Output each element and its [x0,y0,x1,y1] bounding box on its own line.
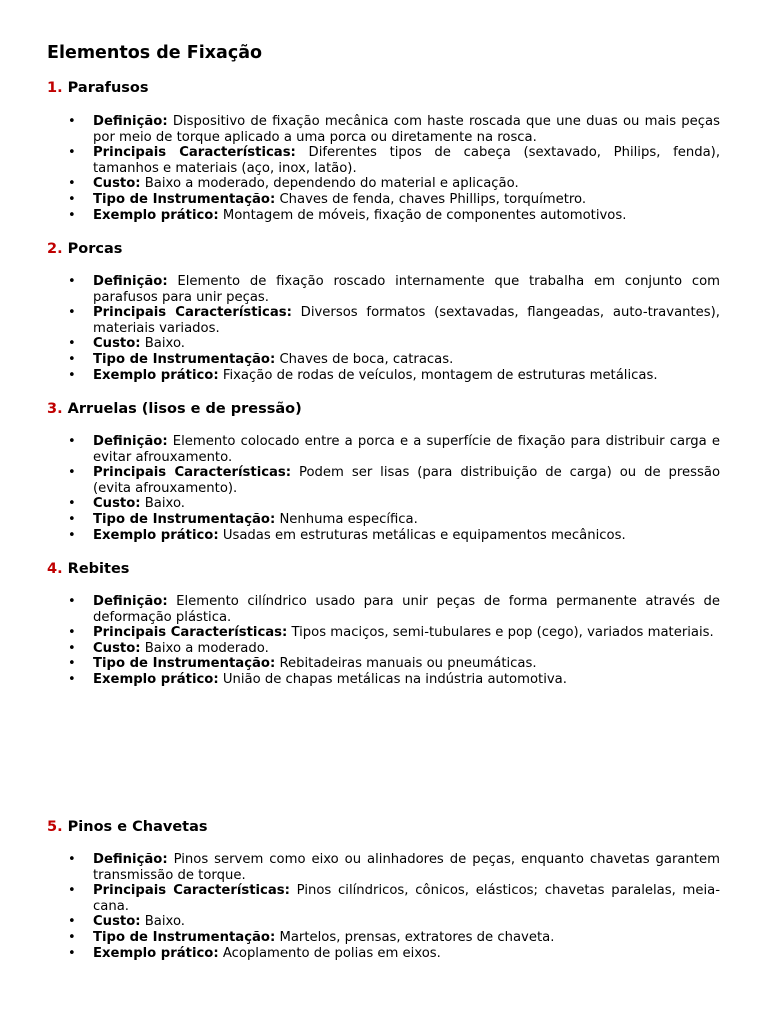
section-title: Pinos e Chavetas [67,819,208,835]
list-item [68,656,720,672]
list-item [68,640,720,657]
list-item [68,625,720,641]
list-item [68,527,720,544]
item-label: Definição: [93,434,168,449]
item-text: Tipos maciços, semi-tubulares e pop (cego), variados materiais. [287,625,714,641]
list-item [68,336,720,352]
item-label: Exemplo prático: [93,671,219,687]
bullet-icon: • [68,274,76,289]
section-title: Rebites [67,561,130,577]
item-text: Baixo a moderado, dependendo do material e aplicação. [140,176,519,192]
bullet-icon: • [68,671,76,687]
item-text: Elemento colocado entre a porca e a superfície de fixação para distribuir carga e evitar afrouxamento. [93,434,720,465]
bullet-icon: • [68,176,76,192]
item-label: Principais Características: [93,465,292,481]
section-title: Porcas [67,241,123,257]
section-list-rebites [68,594,720,688]
item-label: Definição: [93,274,168,289]
section-heading-parafusos [47,79,148,97]
section-number: 2. [47,241,63,257]
bullet-icon: • [68,336,76,352]
section-number: 5. [47,819,63,835]
section-number: 4. [47,561,63,577]
section-heading-rebites [47,560,129,578]
list-item [68,594,720,625]
item-label: Custo: [93,336,141,352]
bullet-icon: • [68,465,76,481]
section-title: Parafusos [67,80,149,96]
item-text: Elemento cilíndrico usado para unir peças de forma permanente através de deformação plástica. [93,594,720,625]
list-item [68,945,720,962]
item-label: Custo: [93,496,141,512]
item-text: Pinos cilíndricos, cônicos, elásticos; chavetas paralelas, meia-cana. [93,883,721,914]
list-item [68,671,720,688]
section-heading-arruelas [47,400,302,418]
item-text: Baixo. [140,496,185,512]
list-item [68,852,720,883]
item-text: Podem ser lisas (para distribuição de carga) ou de pressão (evita afrouxamento). [93,465,721,496]
item-label: Tipo de Instrumentação: [93,351,276,367]
bullet-icon: • [68,207,76,223]
bullet-icon: • [68,145,76,161]
bullet-icon: • [68,625,76,641]
bullet-icon: • [68,594,76,609]
bullet-icon: • [68,852,76,867]
list-item [68,176,720,192]
item-text: Acoplamento de polias em eixos. [218,945,441,961]
document-title: Elementos de Fixação [47,43,263,63]
item-text: Usadas em estruturas metálicas e equipamentos mecânicos. [218,527,626,543]
list-item [68,929,720,946]
bullet-icon: • [68,640,76,656]
item-label: Principais Características: [93,305,292,321]
bullet-icon: • [68,351,76,367]
list-item [68,351,720,368]
item-label: Tipo de Instrumentação: [93,929,276,945]
item-label: Custo: [93,176,141,192]
section-number: 1. [47,80,63,96]
section-list-arruelas [68,434,721,543]
item-label: Exemplo prático: [93,945,219,961]
item-label: Custo: [93,640,141,656]
section-list-porcas [68,274,720,383]
item-text: Chaves de fenda, chaves Phillips, torquímetro. [275,191,587,207]
bullet-icon: • [68,945,76,961]
bullet-icon: • [68,929,76,945]
bullet-icon: • [68,191,76,207]
section-title: Arruelas (lisos e de pressão) [67,401,302,417]
item-text: Pinos servem como eixo ou alinhadores de peças, enquanto chavetas garantem transmissão de torque. [93,852,720,883]
bullet-icon: • [68,656,76,672]
item-label: Custo: [93,914,141,930]
item-label: Principais Características: [93,625,288,641]
bullet-icon: • [68,496,76,512]
list-item [68,914,720,930]
bullet-icon: • [68,367,76,383]
bullet-icon: • [68,914,76,930]
list-item [68,207,720,224]
list-item [68,511,720,528]
list-item [68,145,721,176]
list-item [68,434,720,465]
bullet-icon: • [68,527,76,543]
item-text: Montagem de móveis, fixação de componentes automotivos. [218,207,627,223]
list-item [68,465,721,496]
item-text: Baixo a moderado. [140,640,269,656]
item-text: Rebitadeiras manuais ou pneumáticas. [275,656,537,672]
item-text: Elemento de fixação roscado internamente que trabalha em conjunto com parafusos para unir peças. [93,274,720,305]
item-text: Chaves de boca, catracas. [275,351,454,367]
item-text: Diferentes tipos de cabeça (sextavado, Philips, fenda), tamanhos e materiais (aço, inox, latão). [93,145,721,176]
bullet-icon: • [68,883,76,899]
item-label: Principais Características: [93,145,296,161]
section-list-parafusos [68,114,721,223]
item-label: Tipo de Instrumentação: [93,191,276,207]
bullet-icon: • [68,305,76,321]
section-list-pinos-chavetas [68,852,721,961]
section-heading-porcas [47,240,122,258]
section-number: 3. [47,401,63,417]
list-item [68,496,720,512]
list-item [68,367,720,384]
bullet-icon: • [68,114,76,129]
item-label: Tipo de Instrumentação: [93,656,276,672]
item-text: Martelos, prensas, extratores de chaveta. [275,929,555,945]
item-label: Exemplo prático: [93,207,219,223]
item-label: Exemplo prático: [93,367,219,383]
list-item [68,305,720,336]
item-label: Tipo de Instrumentação: [93,511,276,527]
list-item [68,883,721,914]
item-label: Exemplo prático: [93,527,219,543]
item-text: Baixo. [140,914,185,930]
item-text: Fixação de rodas de veículos, montagem de estruturas metálicas. [218,367,658,383]
item-text: Diversos formatos (sextavadas, flangeadas, auto-travantes), materiais variados. [93,305,720,336]
item-label: Definição: [93,594,168,609]
list-item [68,274,720,305]
section-heading-pinos-chavetas [47,818,208,836]
item-text: União de chapas metálicas na indústria automotiva. [218,671,567,687]
item-label: Principais Características: [93,883,290,899]
item-text: Baixo. [140,336,185,352]
item-text: Nenhuma específica. [275,511,418,527]
list-item [68,191,720,208]
list-item [68,114,720,145]
item-label: Definição: [93,852,168,867]
item-label: Definição: [93,114,168,129]
bullet-icon: • [68,511,76,527]
item-text: Dispositivo de fixação mecânica com haste roscada que une duas ou mais peças por meio de torque aplicado a uma porca ou diretamente na rosca. [93,114,720,145]
bullet-icon: • [68,434,76,449]
